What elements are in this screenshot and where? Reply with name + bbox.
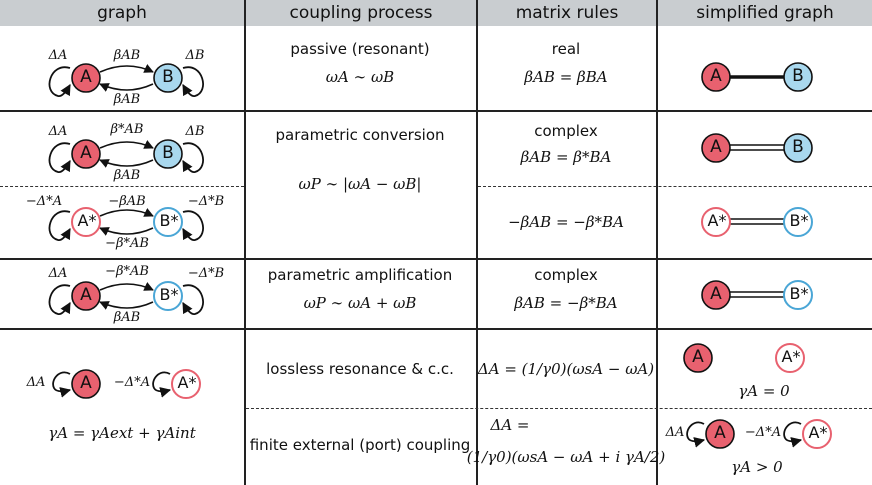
simplified-finite-label: γA > 0: [731, 458, 783, 476]
label-delta-b: ΔB: [185, 48, 205, 63]
label-beta-bottom: −β*AB: [105, 236, 149, 251]
self-loop-a: [53, 372, 70, 391]
condition-passive: ωA ∼ ωB: [325, 68, 395, 86]
mode-a-node: [72, 282, 100, 310]
mode-b-conj-node: [784, 281, 812, 309]
simplified-finite: [687, 420, 831, 448]
mode-a-conj-node: [803, 420, 831, 448]
label-delta-b-conj: −Δ*B: [187, 194, 225, 209]
matrix-type-passive: real: [551, 40, 581, 58]
mode-a-label: A: [80, 373, 92, 393]
rule-finite: (1/γ0)(ωsA − ωA + i γA/2): [466, 448, 666, 466]
label-delta-a-conj: −Δ*A: [744, 425, 782, 440]
coupling-arrow-ab: [100, 210, 153, 216]
simplified-lossless-label: γA = 0: [738, 382, 790, 400]
label-beta-top: −βAB: [108, 194, 146, 209]
graph-conversion-conjugate: [49, 208, 203, 240]
mode-a-conj-node: [702, 208, 730, 236]
label-beta-top: βAB: [113, 48, 141, 63]
mode-a-node: [702, 63, 730, 91]
mode-a-label: A: [710, 66, 722, 86]
rule-lossless: ΔA = (1/γ0)(ωsA − ωA): [477, 360, 655, 378]
label-delta-a: ΔA: [48, 124, 68, 139]
mode-a-conj-label: A*: [77, 211, 97, 230]
header-matrix-rules: matrix rules: [515, 3, 619, 23]
label-beta-top: −β*AB: [105, 264, 149, 279]
self-loop-b-conj: [183, 211, 203, 240]
mode-a-conj-node: [72, 208, 100, 236]
mode-b-label: B: [792, 66, 804, 86]
coupling-arrow-ba: [100, 302, 153, 308]
coupling-arrow-ab: [100, 284, 153, 290]
gamma-sum: γA = γAext + γAint: [48, 424, 196, 442]
mode-a-conj-label: A*: [781, 347, 801, 366]
matrix-rule-passive: βAB = βBA: [524, 68, 608, 86]
mode-b-node: [784, 63, 812, 91]
simplified-amplification: [702, 281, 812, 309]
mode-a-node: [72, 370, 100, 398]
mode-a-label: A: [80, 143, 92, 163]
mode-b-node: [154, 64, 182, 92]
self-loop-a-conj: [153, 372, 170, 391]
label-delta-a: ΔA: [26, 375, 46, 390]
mode-a-node: [702, 134, 730, 162]
simplified-conversion: [702, 134, 812, 162]
mode-b-label: B: [162, 143, 174, 163]
mode-b-conj-node: [784, 208, 812, 236]
rule-finite-lhs: ΔA =: [490, 416, 530, 434]
mode-a-label: A: [80, 67, 92, 87]
matrix-type-conversion: complex: [534, 122, 598, 140]
mode-b-conj-label: B*: [159, 285, 179, 304]
process-finite: finite external (port) coupling: [249, 436, 471, 454]
mode-a-label: A: [692, 347, 704, 367]
mode-a-conj-label: A*: [707, 211, 727, 230]
mode-a-label: A: [80, 285, 92, 305]
label-beta-top: β*AB: [110, 122, 144, 137]
self-loop-b: [183, 67, 203, 96]
mode-a-node: [702, 281, 730, 309]
matrix-rule-conversion-conj: −βAB = −β*BA: [508, 213, 624, 231]
mode-b-conj-node: [154, 282, 182, 310]
process-passive: passive (resonant): [290, 40, 430, 58]
self-loop-a-conj: [784, 422, 801, 441]
graph-conversion: [49, 140, 203, 172]
mode-a-node: [72, 140, 100, 168]
graph-amplification: [49, 282, 203, 314]
label-delta-a-conj: −Δ*A: [113, 375, 151, 390]
matrix-rule-amplification: βAB = −β*BA: [514, 294, 618, 312]
mode-a-conj-label: A*: [808, 423, 828, 442]
coupling-arrow-ab: [100, 142, 153, 148]
coupling-arrow-ab: [100, 66, 153, 72]
mode-b-label: B: [162, 67, 174, 87]
mode-b-conj-label: B*: [159, 211, 179, 230]
matrix-rule-conversion: βAB = β*BA: [520, 148, 612, 166]
matrix-type-amplification: complex: [534, 266, 598, 284]
self-loop-b: [183, 143, 203, 172]
mode-b-conj-node: [154, 208, 182, 236]
simplified-conversion-conjugate: [702, 208, 812, 236]
mode-a-conj-node: [172, 370, 200, 398]
label-delta-b: ΔB: [185, 124, 205, 139]
mode-b-conj-label: B*: [789, 211, 809, 230]
label-delta-b-conj: −Δ*B: [187, 266, 225, 281]
graph-loss: [53, 370, 200, 398]
mode-a-label: A: [710, 284, 722, 304]
coupling-arrow-ba: [100, 84, 153, 90]
mode-a-label: A: [714, 423, 726, 443]
process-amplification: parametric amplification: [267, 266, 453, 284]
mode-a-conj-label: A*: [177, 373, 197, 392]
self-loop-b-conj: [183, 285, 203, 314]
label-beta-bottom: βAB: [113, 168, 141, 183]
self-loop-a: [687, 422, 704, 441]
simplified-passive: [702, 63, 812, 91]
mode-a-node: [72, 64, 100, 92]
self-loop-a-conj: [49, 211, 70, 240]
self-loop-a: [49, 285, 70, 314]
simplified-lossless: [684, 344, 804, 372]
mode-b-label: B: [792, 137, 804, 157]
coupling-arrow-ba: [100, 160, 153, 166]
self-loop-a: [49, 143, 70, 172]
label-beta-bottom: βAB: [113, 92, 141, 107]
header-coupling-process: coupling process: [289, 3, 433, 23]
mode-a-label: A: [710, 137, 722, 157]
condition-amplification: ωP ∼ ωA + ωB: [303, 294, 417, 312]
mode-b-node: [154, 140, 182, 168]
label-delta-a: ΔA: [665, 425, 685, 440]
label-delta-a-conj: −Δ*A: [25, 194, 63, 209]
header-graph: graph: [97, 3, 147, 23]
process-conversion: parametric conversion: [275, 126, 445, 144]
process-lossless: lossless resonance & c.c.: [266, 360, 454, 378]
header-simplified-graph: simplified graph: [696, 3, 834, 23]
graph-passive: [49, 64, 203, 96]
coupling-arrow-ba: [100, 228, 153, 234]
label-beta-bottom: βAB: [113, 310, 141, 325]
self-loop-a: [49, 67, 70, 96]
mode-b-conj-label: B*: [789, 284, 809, 303]
mode-a-node: [706, 420, 734, 448]
condition-conversion: ωP ∼ |ωA − ωB|: [298, 175, 422, 193]
label-delta-a: ΔA: [48, 266, 68, 281]
mode-a-node: [684, 344, 712, 372]
label-delta-a: ΔA: [48, 48, 68, 63]
mode-b-node: [784, 134, 812, 162]
mode-a-conj-node: [776, 344, 804, 372]
